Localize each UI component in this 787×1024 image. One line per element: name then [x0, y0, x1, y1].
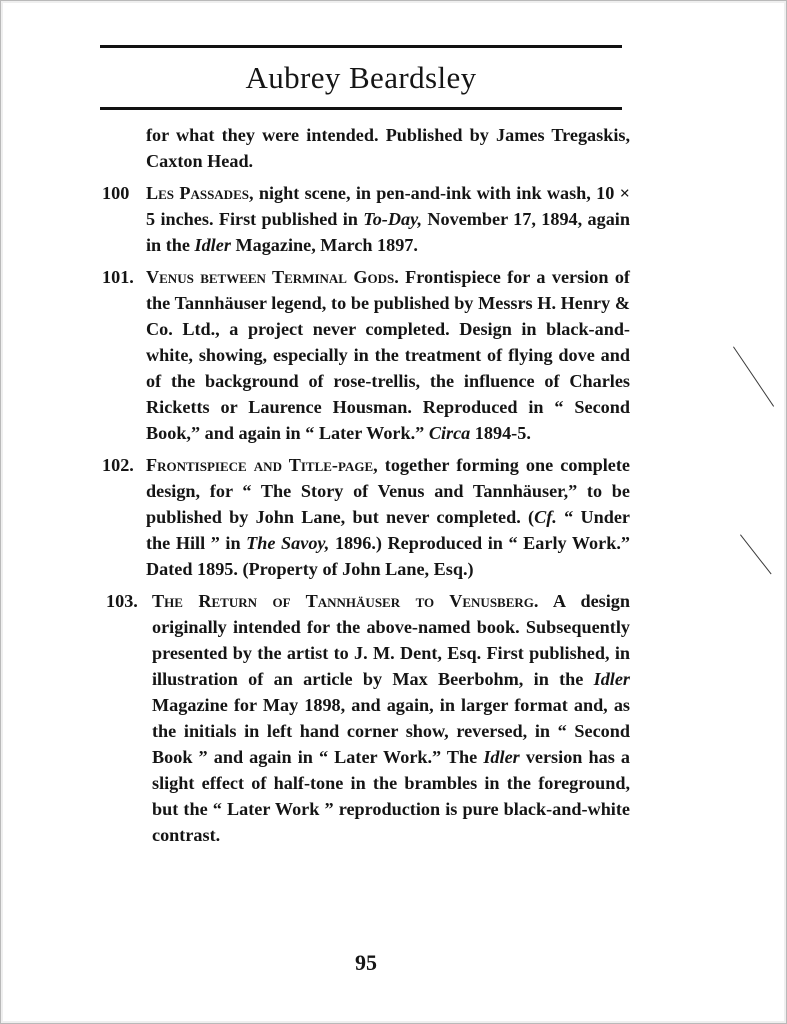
entry-title: Frontispiece and Title-page, [146, 455, 378, 475]
entry-italic: Cf. [534, 507, 557, 527]
entry-text: A design originally intended for the above-named book. Subsequently presented by the artist to J. M. Dent, Esq. First published, in illustration of an article by Max Beerbohm, in the [152, 591, 630, 689]
entry-text: version has a slight effect of half-tone in the brambles in the foreground, but the “ Later Work ” reproduction is pure black-and-white contrast. [152, 747, 630, 845]
catalogue-text [102, 122, 630, 848]
catalogue-entry-100 [102, 180, 630, 258]
header-rule-bottom [100, 107, 622, 110]
scan-mark [740, 534, 772, 574]
entry-italic: Idler [593, 669, 630, 689]
entry-number: 100 [102, 183, 130, 203]
entry-text: , night scene, in pen-and-ink with ink wash, 10 × 5 inches. First published in [146, 183, 631, 229]
entry-italic: Idler [194, 235, 231, 255]
entry-text: Frontispiece for a version of the Tannhäuser legend, to be published by Messrs H. Henry & Co. Ltd., a project never completed. Design in black-and-white, showing, especially in the treatment of flying dove and of the background of rose-trellis, the influence of Charles Ricketts or Laurence Housman. Reproduced in “ Second Book,” and again in “ Later Work.” [146, 267, 630, 443]
entry-text: Magazine for May 1898, and again, in larger format and, as the initials in left hand corner show, reversed, in “ Second Book ” and again in “ Later Work.” The [152, 695, 630, 767]
entry-text: together forming one complete design, for “ The Story of Venus and Tannhäuser,” to be published by John Lane, but never completed. ( [146, 455, 630, 527]
entry-text: November 17, 1894, again in the [146, 209, 630, 255]
entry-number: 103. [106, 591, 138, 611]
entry-italic: Idler [483, 747, 520, 767]
running-head: Aubrey Beardsley [245, 60, 477, 95]
entry-text: “ Under the Hill ” in [146, 507, 630, 553]
page-number: 95 [355, 950, 377, 975]
entry-title: Venus between Terminal Gods. [146, 267, 399, 287]
entry-text: Magazine, March 1897. [230, 235, 418, 255]
entry-title: The Return of Tannhäuser to Venusberg. [152, 591, 539, 611]
entry-italic: The Savoy, [246, 533, 330, 553]
entry-number: 101. [102, 267, 134, 287]
entry-text: 1894-5. [470, 423, 531, 443]
continuation-paragraph: for what they were intended. Published by James Tregaskis, Caxton Head. [146, 125, 630, 171]
entry-title: Les Passades [146, 183, 249, 203]
scan-mark [733, 346, 774, 406]
entry-number: 102. [102, 455, 134, 475]
entry-italic: To-Day, [363, 209, 423, 229]
catalogue-entry-101 [102, 264, 630, 446]
entry-italic: Circa [428, 423, 471, 443]
catalogue-entry-102 [102, 452, 630, 582]
header-rule-top [100, 45, 622, 48]
entry-text: 1896.) Reproduced in “ Early Work.” Dated 1895. (Property of John Lane, Esq.) [146, 533, 630, 579]
catalogue-entry-103 [102, 588, 630, 848]
